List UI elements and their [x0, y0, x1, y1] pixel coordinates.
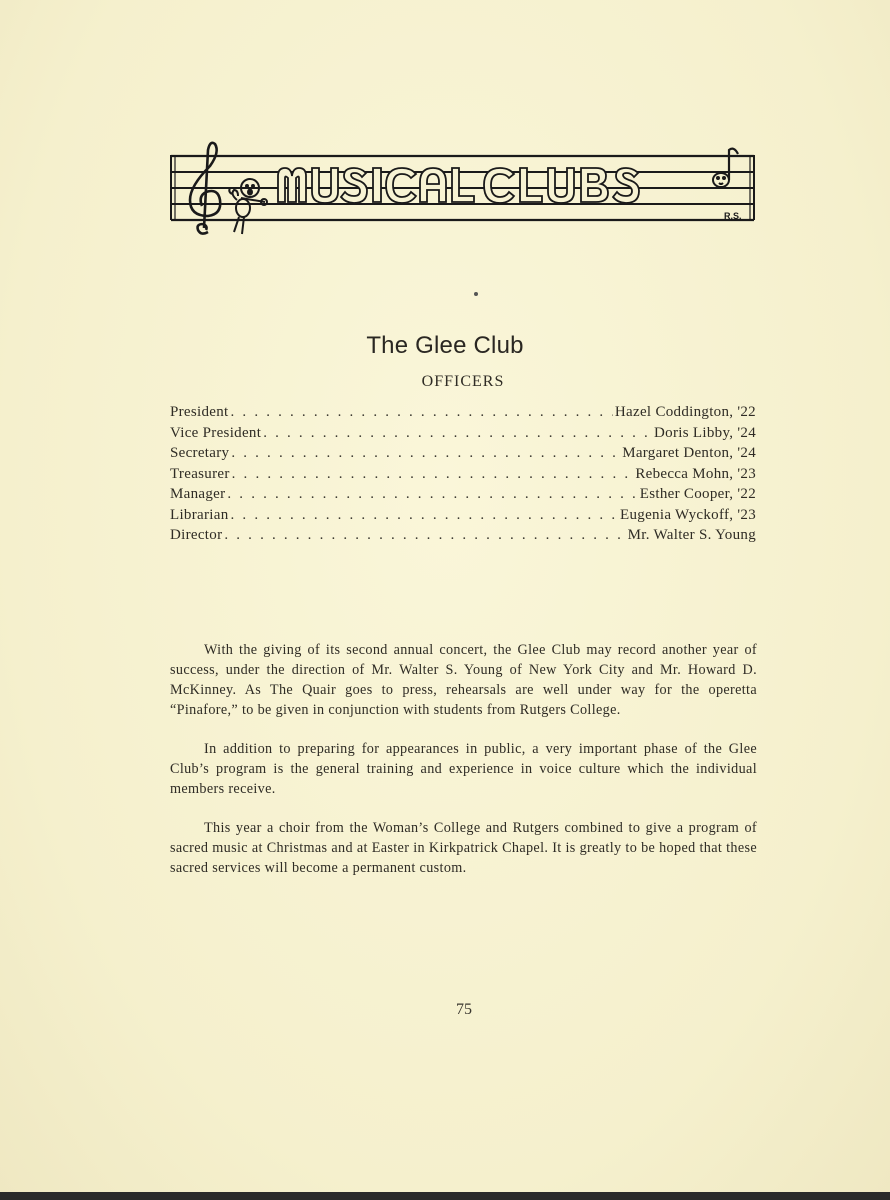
officer-name: Margaret Denton, '24	[622, 445, 756, 461]
club-title: The Glee Club	[366, 332, 524, 359]
officer-name: Rebecca Mohn, '23	[635, 465, 756, 482]
officer-name: Esther Cooper, '22	[639, 486, 756, 502]
banner-title	[0, 0, 1, 1]
officer-row-president	[170, 402, 756, 423]
paragraph: This year a choir from the Woman’s College and Rutgers combined to give a program of sacred music at Christmas and at Easter in Kirkpatrick Chapel. It is greatly to be hoped that these sacred services will become a permanent custom.	[170, 820, 757, 876]
officer-row-treasurer	[170, 464, 756, 485]
officer-role: President	[170, 404, 229, 420]
artist-initials: R.S.	[724, 211, 742, 221]
officers-list	[170, 402, 756, 546]
dot-leader	[231, 443, 620, 464]
officer-role: Librarian	[170, 506, 229, 523]
officer-name: Hazel Coddington, '22	[614, 404, 756, 420]
banner-lettering	[278, 168, 639, 203]
paragraph: In addition to preparing for appearances in public, a very important phase of the Glee Club’s program is the general training and experience in voice culture which the individual members receive.	[170, 741, 757, 797]
officer-role: Vice President	[170, 424, 262, 441]
dot-leader	[224, 525, 625, 546]
officer-row-manager	[170, 484, 756, 505]
officer-name: Doris Libby, '24	[654, 424, 756, 441]
officers-heading: OFFICERS	[421, 373, 505, 390]
officer-role: Manager	[170, 486, 226, 502]
dot-leader	[231, 505, 619, 526]
officer-role: Treasurer	[170, 465, 230, 482]
officer-role: Secretary	[170, 445, 230, 461]
officer-row-director	[170, 525, 756, 546]
music-note-face-icon	[713, 149, 738, 187]
officer-row-secretary	[170, 443, 756, 464]
dot-leader	[227, 484, 637, 505]
officer-row-librarian	[170, 505, 756, 526]
officer-name: Mr. Walter S. Young	[627, 527, 756, 543]
paragraph: With the giving of its second annual concert, the Glee Club may record another year of success, under the direction of Mr. Walter S. Young of New York City and Mr. Howard D. McKinney. As The Quair goes to press, rehearsals are well under way for the operetta “Pinafore,” to be given in conjunction with students from Rutgers College.	[170, 642, 757, 718]
officer-role: Director	[170, 527, 223, 543]
body-text	[170, 640, 757, 897]
musical-clubs-banner	[168, 140, 758, 240]
ink-speck	[474, 292, 478, 296]
page-edge-shadow	[0, 1192, 890, 1200]
dot-leader	[263, 423, 652, 444]
officer-name: Eugenia Wyckoff, '23	[620, 506, 756, 523]
dot-leader	[232, 464, 634, 485]
page-number: 75	[456, 1001, 472, 1018]
officer-row-vice-president	[170, 423, 756, 444]
dot-leader	[231, 402, 613, 423]
